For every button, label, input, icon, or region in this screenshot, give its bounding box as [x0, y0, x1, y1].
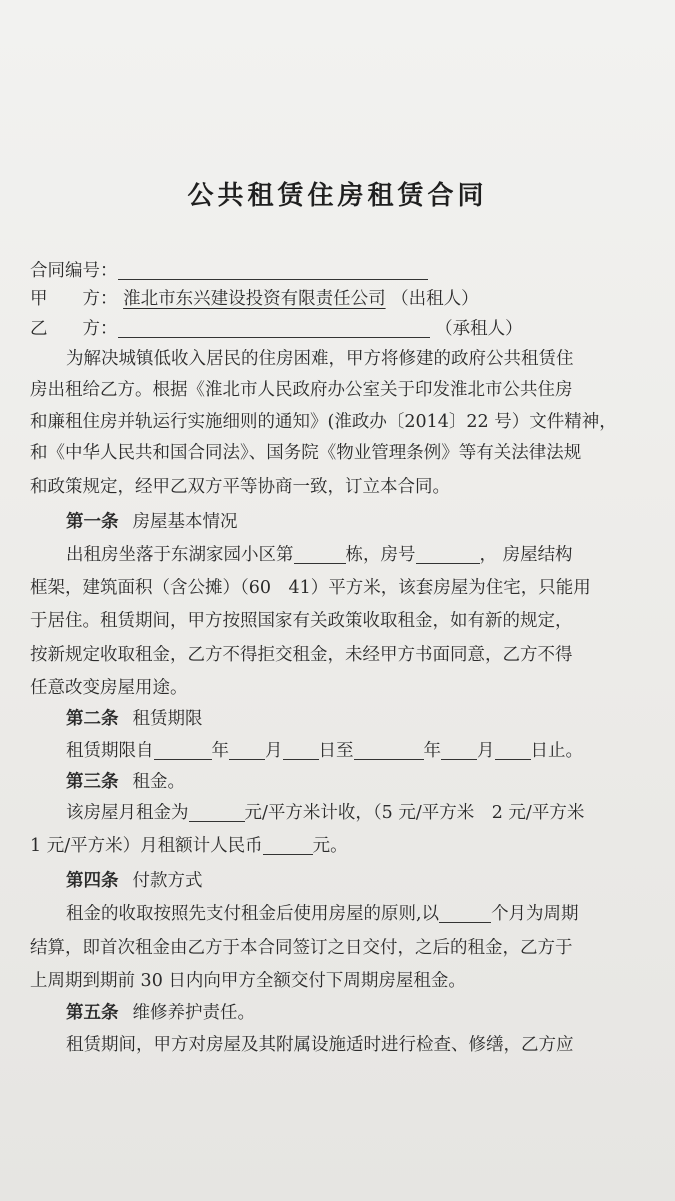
article-1-line-5: 任意改变房屋用途。: [30, 678, 188, 698]
document-title: 公共租赁住房租赁合同: [187, 181, 488, 211]
article-1-heading: [66, 509, 675, 535]
article-5-line-1: 租赁期间，甲方对房屋及其附属设施适时进行检查、修缮，乙方应: [66, 1035, 574, 1055]
intro-line-2: 房出租给乙方。根据《淮北市人民政府办公室关于印发淮北市公共住房: [30, 380, 573, 400]
intro-line-3: 和廉租住房并轨运行实施细则的通知》(淮政办〔2014〕22 号）文件精神，: [30, 412, 617, 432]
article-2-number: 第二条: [66, 709, 119, 729]
monthly-rate-blank: [189, 801, 245, 822]
end-year-blank: [354, 739, 424, 760]
monthly-amount-blank: [263, 834, 313, 855]
party-b-label: 乙 方：: [30, 319, 118, 339]
article-1-line-2: 框架，建筑面积（含公摊）（60 41）平方米，该套房屋为住宅，只能用: [30, 578, 591, 598]
article-1-line-4: 按新规定收取租金，乙方不得拒交租金，未经甲方书面同意，乙方不得: [30, 645, 573, 665]
party-a-role: （出租人）: [391, 289, 479, 309]
article-1-number: 第一条: [66, 512, 119, 532]
article-1-line-3: 于居住。租赁期间，甲方按照国家有关政策收取租金，如有新的规定，: [30, 611, 573, 631]
intro-line-5: 和政策规定，经甲乙双方平等协商一致，订立本合同。: [30, 477, 450, 497]
article-4-number: 第四条: [66, 871, 119, 891]
article-3-line-1: 该房屋月租金为 元/平方米计收，（5 元/平方米 2 元/平方米: [66, 803, 585, 823]
intro-line-1: 为解决城镇低收入居民的住房困难，甲方将修建的政府公共租赁住: [66, 349, 574, 369]
article-4-heading: [66, 868, 675, 894]
party-a-name: 淮北市东兴建设投资有限责任公司: [123, 289, 386, 309]
start-year-blank: [154, 739, 212, 760]
party-a-label: 甲 方：: [30, 289, 118, 309]
article-4-title: 付款方式: [132, 871, 203, 891]
article-5-title: 维修养护责任。: [132, 1003, 255, 1023]
party-b-role: （承租人）: [435, 319, 523, 339]
article-4-line-1: 租金的收取按照先支付租金后使用房屋的原则,以 个月为周期: [66, 904, 579, 924]
start-day-blank: [283, 739, 319, 760]
article-5-heading: [66, 1000, 675, 1026]
article-3-title: 租金。: [132, 772, 185, 792]
party-b-row: [30, 316, 660, 342]
article-1-title: 房屋基本情况: [132, 512, 238, 532]
payment-period-blank: [439, 902, 491, 923]
article-4-line-3: 上周期到期前 30 日内向甲方全额交付下周期房屋租金。: [30, 971, 466, 991]
party-b-blank: [118, 317, 430, 338]
article-3-line-2: 1 元/平方米）月租额计人民币 元。: [30, 836, 348, 856]
article-2-title: 租赁期限: [132, 709, 203, 729]
article-4-line-2: 结算，即首次租金由乙方于本合同签订之日交付，之后的租金，乙方于: [30, 938, 573, 958]
article-1-line-1: 出租房坐落于东湖家园小区第 栋，房号 ， 房屋结构: [66, 545, 573, 565]
start-month-blank: [229, 739, 265, 760]
room-number-blank: [416, 543, 480, 564]
building-number-blank: [294, 543, 346, 564]
article-3-number: 第三条: [66, 772, 119, 792]
end-day-blank: [495, 739, 531, 760]
article-3-heading: [66, 769, 675, 795]
party-a-row: [30, 286, 660, 312]
intro-line-4: 和《中华人民共和国合同法》、国务院《物业管理条例》等有关法律法规: [30, 443, 582, 463]
contract-number-blank: [118, 259, 428, 280]
end-month-blank: [441, 739, 477, 760]
article-5-number: 第五条: [66, 1003, 119, 1023]
lease-term-line: 租赁期限自 年 月 日至 年 月 日止。: [66, 741, 583, 761]
contract-number-label: 合同编号：: [30, 261, 118, 281]
article-2-heading: [66, 706, 675, 732]
contract-number-row: [30, 258, 660, 284]
